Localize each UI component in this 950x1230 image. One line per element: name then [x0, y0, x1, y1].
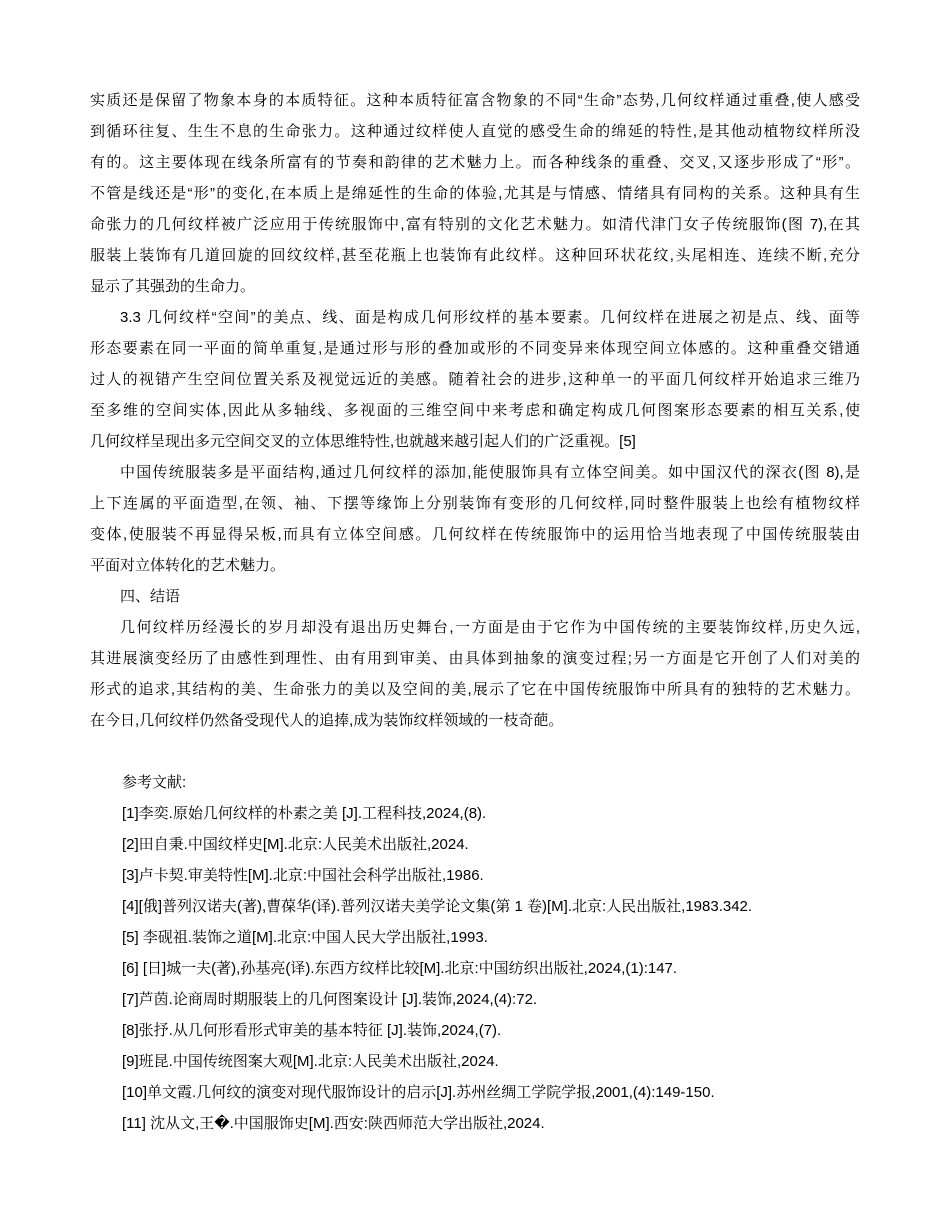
paragraph-line: 变体,使服装不再显得呆板,而具有立体空间感。几何纹样在传统服饰中的运用恰当地表现了中国传统服装由: [90, 526, 860, 543]
paragraph-line: 几何纹样呈现出多元空间交叉的立体思维特性,也就越来越引起人们的广泛重视。[5]: [90, 433, 636, 450]
reference-item: [4][俄]普列汉诺夫(著),曹葆华(译).普列汉诺夫美学论文集(第 1 卷)[M].北京:人民出版社,1983.342.: [122, 898, 753, 915]
reference-item: [8]张抒.从几何形看形式审美的基本特征 [J].装饰,2024,(7).: [122, 1022, 502, 1039]
paragraph-line: 上下连属的平面造型,在领、袖、下摆等缘饰上分别装饰有变形的几何纹样,同时整件服装上也绘有植物纹样: [90, 495, 860, 512]
conclusion-heading: 四、结语: [120, 588, 181, 605]
paragraph-line: 有的。这主要体现在线条所富有的节奏和韵律的艺术魅力上。而各种线条的重叠、交叉,又逐步形成了“形”。: [90, 154, 860, 171]
paragraph-line: 几何纹样历经漫长的岁月却没有退出历史舞台,一方面是由于它作为中国传统的主要装饰纹样,历史久远,: [120, 619, 860, 636]
reference-item: [9]班昆.中国传统图案大观[M].北京:人民美术出版社,2024.: [122, 1053, 499, 1070]
reference-item: [10]单文霞.几何纹的演变对现代服饰设计的启示[J].苏州丝绸工学院学报,2001,(4):149-150.: [122, 1084, 715, 1101]
references-section: [90, 767, 860, 1139]
paragraph-line: 至多维的空间实体,因此从多轴线、多视面的三维空间中来考虑和确定构成几何图案形态要素的相互关系,使: [90, 402, 860, 419]
references-heading: 参考文献:: [122, 774, 187, 791]
paragraph-line: 到循环往复、生生不息的生命张力。这种通过纹样使人直觉的感受生命的绵延的特性,是其他动植物纹样所没: [90, 123, 860, 140]
paragraph-line: 平面对立体转化的艺术魅力。: [90, 557, 286, 574]
reference-item: [6] [日]城一夫(著),孙基亮(译).东西方纹样比较[M].北京:中国纺织出版社,2024,(1):147.: [122, 960, 678, 977]
reference-item: [7]芦茵.论商周时期服装上的几何图案设计 [J].装饰,2024,(4):72.: [122, 991, 538, 1008]
paragraph-line: 形态要素在同一平面的简单重复,是通过形与形的叠加或形的不同变异来体现空间立体感的。这种重叠交错通: [90, 340, 860, 357]
paragraph-line: 在今日,几何纹样仍然备受现代人的追捧,成为装饰纹样领域的一枝奇葩。: [90, 712, 564, 729]
blank-line: [90, 736, 860, 767]
paragraph-line: 不管是线还是“形”的变化,在本质上是绵延性的生命的体验,尤其是与情感、情绪具有同构的关系。这种具有生: [90, 185, 860, 202]
paragraph-line: 服装上装饰有几道回旋的回纹纹样,甚至花瓶上也装饰有此纹样。这种回环状花纹,头尾相连、连续不断,充分: [90, 247, 860, 264]
paragraph-line: 3.3 几何纹样“空间”的美点、线、面是构成几何形纹样的基本要素。几何纹样在进展之初是点、线、面等: [120, 309, 860, 326]
continued-paragraph: [90, 85, 860, 302]
reference-item: [5] 李砚祖.装饰之道[M].北京:中国人民大学出版社,1993.: [122, 929, 488, 946]
paragraph-line: 中国传统服装多是平面结构,通过几何纹样的添加,能使服饰具有立体空间美。如中国汉代的深衣(图 8),是: [120, 464, 860, 481]
paragraph-line: 过人的视错产生空间位置关系及视觉远近的美感。随着社会的进步,这种单一的平面几何纹样开始追求三维乃: [90, 371, 860, 388]
reference-item: [11] 沈从文,王�.中国服饰史[M].西安:陕西师范大学出版社,2024.: [122, 1115, 545, 1132]
paragraph-line: 命张力的几何纹样被广泛应用于传统服饰中,富有特别的文化艺术魅力。如清代津门女子传统服饰(图 7),在其: [90, 216, 860, 233]
paragraph-line: 显示了其强劲的生命力。: [90, 278, 256, 295]
reference-item: [1]李奕.原始几何纹样的朴素之美 [J].工程科技,2024,(8).: [122, 805, 487, 822]
flat-structure-paragraph: [90, 457, 860, 581]
reference-item: [3]卢卡契.审美特性[M].北京:中国社会科学出版社,1986.: [122, 867, 484, 884]
section-3-3-paragraph: [90, 302, 860, 457]
paragraph-line: 其进展演变经历了由感性到理性、由有用到审美、由具体到抽象的演变过程;另一方面是它开创了人们对美的: [90, 650, 860, 667]
conclusion-paragraph: [90, 612, 860, 736]
paragraph-line: 形式的追求,其结构的美、生命张力的美以及空间的美,展示了它在中国传统服饰中所具有的独特的艺术魅力。: [90, 681, 860, 698]
article-body: [90, 85, 860, 1139]
reference-item: [2]田自秉.中国纹样史[M].北京:人民美术出版社,2024.: [122, 836, 469, 853]
paragraph-line: 实质还是保留了物象本身的本质特征。这种本质特征富含物象的不同“生命”态势,几何纹样通过重叠,使人感受: [90, 92, 860, 109]
